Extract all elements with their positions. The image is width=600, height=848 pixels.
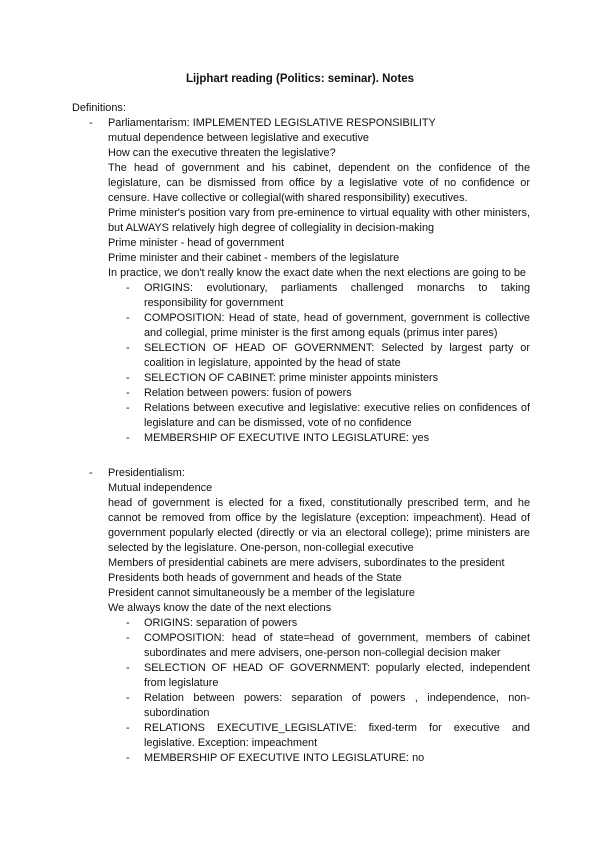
- paragraph: Mutual independence: [108, 482, 213, 494]
- paragraph: In practice, we don't really know the exact date when the next elections are going to be: [108, 267, 526, 279]
- definitions-label: Definitions:: [72, 102, 126, 114]
- paragraph: mutual dependence between legislative and executive: [108, 132, 369, 144]
- presidentialism-list: [72, 616, 530, 766]
- presidentialism-heading: - Presidentialism:: [89, 467, 185, 479]
- parliamentarism-heading: - Parliamentarism: IMPLEMENTED LEGISLATIVE RESPONSIBILITY: [89, 117, 436, 129]
- list-item: - ORIGINS: separation of powers: [126, 617, 298, 629]
- presidentialism-body: [72, 481, 530, 616]
- paragraph: head of government is elected for a fixed, constitutionally prescribed term, and he cannot be removed from office by the legislature (exception: impeachment). Head of government popularly elected (directly or via an electoral college); prime ministers are selected by the legislature. One-person, non-collegial executive: [108, 497, 530, 554]
- list-item: - Relation between powers: separation of powers , independence, non-subordination: [126, 692, 530, 719]
- parliamentarism-section: [72, 116, 530, 446]
- bullet-dash: -: [89, 467, 93, 479]
- list-item: - Relations between executive and legislative: executive relies on confidences of legislature and can be dismissed, vote of no confidence: [126, 402, 530, 429]
- paragraph: Members of presidential cabinets are mere advisers, subordinates to the president: [108, 557, 505, 569]
- list-item: - ORIGINS: evolutionary, parliaments challenged monarchs to taking responsibility for government: [126, 282, 530, 309]
- list-item: - COMPOSITION: head of state=head of government, members of cabinet subordinates and mere advisers, one-person non-collegial decision maker: [126, 632, 530, 659]
- list-item: - MEMBERSHIP OF EXECUTIVE INTO LEGISLATURE: no: [126, 752, 425, 764]
- paragraph: President cannot simultaneously be a member of the legislature: [108, 587, 415, 599]
- paragraph: Presidents both heads of government and heads of the State: [108, 572, 402, 584]
- paragraph: How can the executive threaten the legislative?: [108, 147, 336, 159]
- paragraph: Prime minister - head of government: [108, 237, 285, 249]
- list-item: - RELATIONS EXECUTIVE_LEGISLATIVE: fixed-term for executive and legislative. Exception: impeachment: [126, 722, 530, 749]
- document-title: Lijphart reading (Politics: seminar). Notes: [185, 73, 415, 85]
- paragraph: We always know the date of the next elections: [108, 602, 332, 614]
- parliamentarism-list: [72, 281, 530, 446]
- parliamentarism-body: [72, 131, 530, 281]
- paragraph: The head of government and his cabinet, dependent on the confidence of the legislature, can be dismissed from office by a legislative vote of no confidence or censure. Have collective or collegial(with shared responsibility) executives.: [108, 162, 530, 204]
- presidentialism-section: [72, 466, 530, 766]
- list-item: - SELECTION OF HEAD OF GOVERNMENT: popularly elected, independent from legislature: [126, 662, 530, 689]
- list-item: - SELECTION OF CABINET: prime minister appoints ministers: [126, 372, 439, 384]
- list-item: - SELECTION OF HEAD OF GOVERNMENT: Selected by largest party or coalition in legislature, appointed by the head of state: [126, 342, 530, 369]
- bullet-dash: -: [89, 117, 93, 129]
- paragraph: Prime minister's position vary from pre-eminence to virtual equality with other ministers, but ALWAYS relatively high degree of collegiality in decision-making: [108, 207, 530, 234]
- list-item: - Relation between powers: fusion of powers: [126, 387, 352, 399]
- paragraph: Prime minister and their cabinet - members of the legislature: [108, 252, 400, 264]
- list-item: - MEMBERSHIP OF EXECUTIVE INTO LEGISLATURE: yes: [126, 432, 430, 444]
- list-item: - COMPOSITION: Head of state, head of government, government is collective and collegial, prime minister is the first among equals (primus inter pares): [126, 312, 530, 339]
